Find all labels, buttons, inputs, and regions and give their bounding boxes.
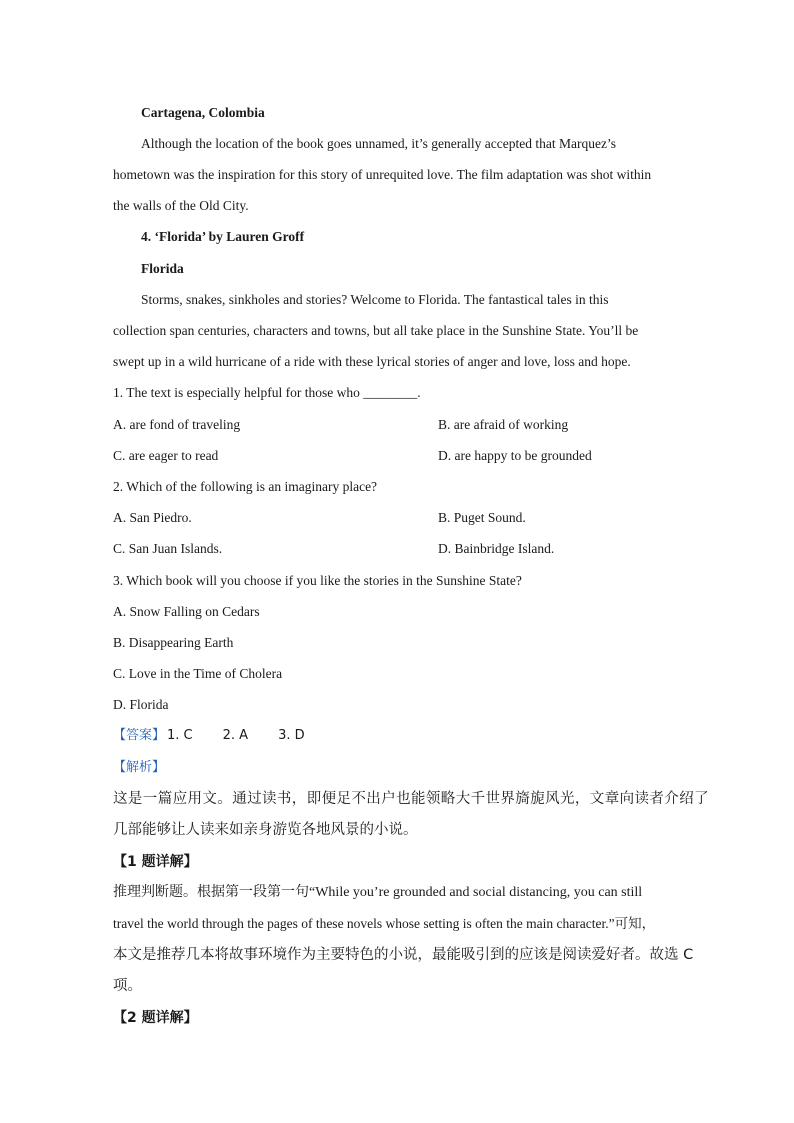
paragraph-line: Although the location of the book goes unnamed, it’s generally accepted that Marquez’s	[141, 136, 616, 151]
book-heading: 4. ‘Florida’ by Lauren Groff	[141, 229, 305, 244]
option-c: C. are eager to read	[113, 448, 219, 463]
analysis-line: 这是一篇应用文。通过读书，即便足不出户也能领略大千世界旖旎风光，文章向读者介绍了	[113, 791, 709, 807]
detail-heading: 【2 题详解】	[113, 1010, 198, 1026]
paragraph-line: swept up in a wild hurricane of a ride with these lyrical stories of anger and love, loss and hope.	[113, 354, 631, 369]
detail-line: 本文是推荐几本将故事环境作为主要特色的小说，最能吸引到的应该是阅读爱好者。故选 C	[113, 947, 694, 963]
option-c: C. San Juan Islands.	[113, 541, 223, 556]
answer-line	[113, 726, 683, 746]
paragraph-line: Storms, snakes, sinkholes and stories? Welcome to Florida. The fantastical tales in this	[141, 292, 609, 307]
option-d: D. Bainbridge Island.	[438, 541, 555, 556]
answer-item: 3. D	[278, 728, 305, 743]
option-d: D. are happy to be grounded	[438, 448, 592, 463]
option-b: B. Puget Sound.	[438, 510, 526, 525]
answer-item: 2. A	[222, 728, 249, 743]
answer-label: 【答案】	[113, 728, 166, 743]
paragraph-line: collection span centuries, characters and towns, but all take place in the Sunshine State. You’ll be	[113, 323, 639, 338]
option-a: A. are fond of traveling	[113, 417, 241, 432]
option-a: A. San Piedro.	[113, 510, 192, 525]
question-stem: 1. The text is especially helpful for those who ________.	[113, 385, 421, 400]
detail-heading: 【1 题详解】	[113, 854, 198, 870]
paragraph-line: hometown was the inspiration for this story of unrequited love. The film adaptation was shot within	[113, 167, 652, 182]
paragraph-line: the walls of the Old City.	[113, 198, 249, 213]
analysis-line: 几部能够让人读来如亲身游览各地风景的小说。	[113, 822, 418, 838]
option-c: C. Love in the Time of Cholera	[113, 666, 283, 681]
answer-item: 1. C	[167, 728, 193, 743]
option-b: B. Disappearing Earth	[113, 635, 234, 650]
analysis-label: 【解析】	[113, 760, 166, 775]
option-b: B. are afraid of working	[438, 417, 569, 432]
question-stem: 2. Which of the following is an imaginary place?	[113, 479, 378, 494]
place-heading: Cartagena, Colombia	[141, 105, 265, 120]
detail-line: 推理判断题。根据第一段第一句“While you’re grounded and social distancing, you can still	[113, 885, 643, 900]
detail-line: 项。	[113, 978, 142, 994]
option-a: A. Snow Falling on Cedars	[113, 604, 260, 619]
option-d: D. Florida	[113, 697, 169, 712]
question-stem: 3. Which book will you choose if you like the stories in the Sunshine State?	[113, 573, 522, 588]
detail-line: travel the world through the pages of these novels whose setting is often the main character.”可知，	[113, 916, 656, 931]
place-heading: Florida	[141, 261, 184, 276]
